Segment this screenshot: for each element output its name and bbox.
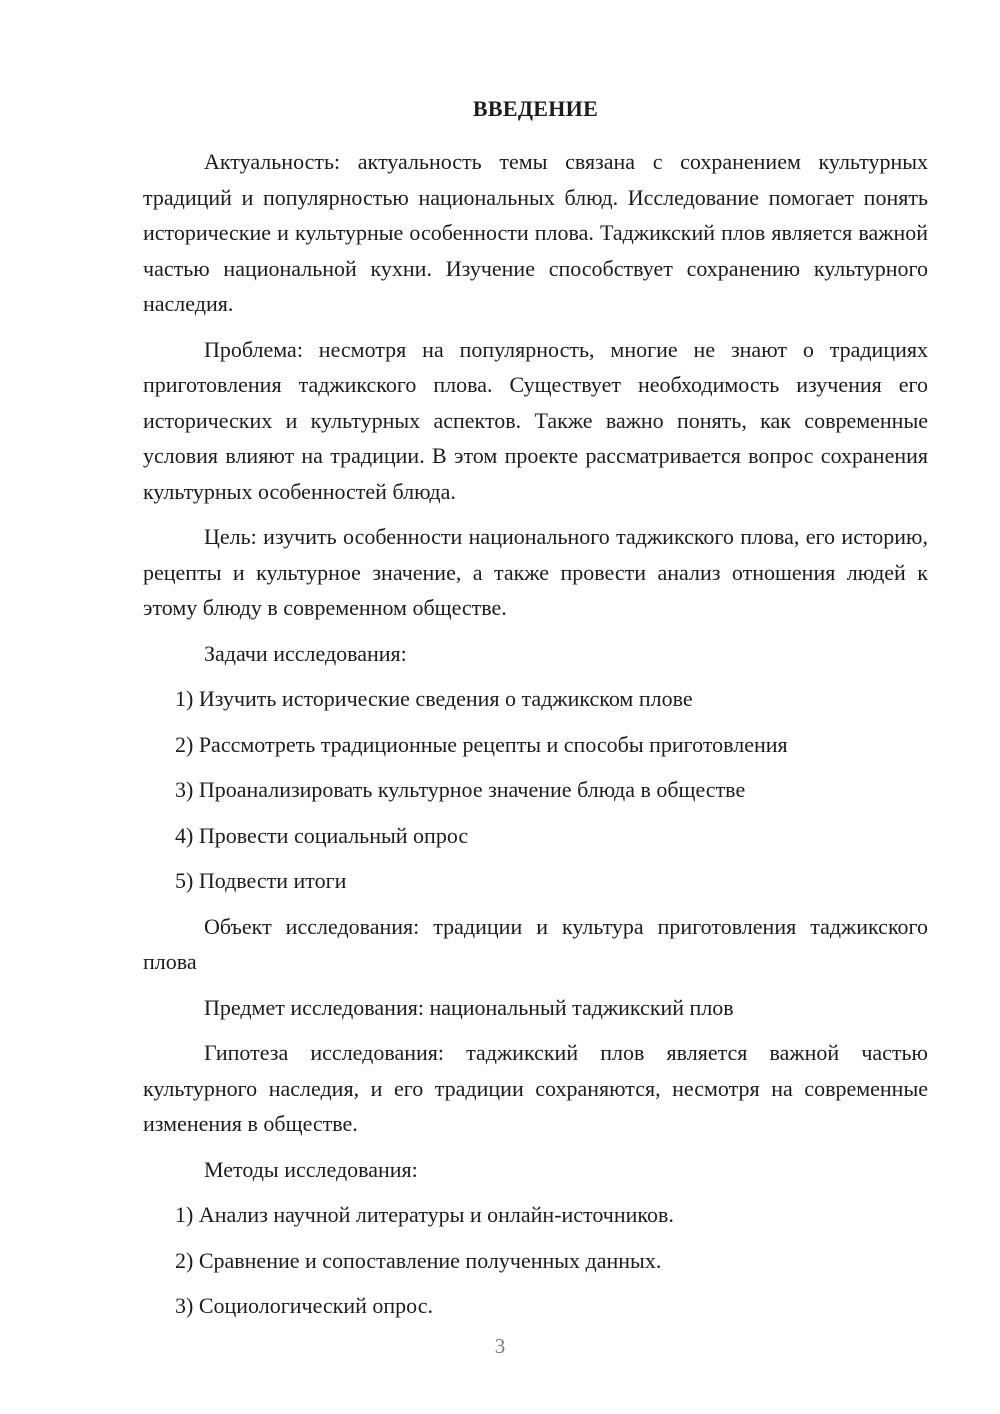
task-item: 4) Провести социальный опрос xyxy=(175,822,469,848)
task-item: 5) Подвести итоги xyxy=(175,868,347,893)
object-paragraph: Объект исследования: традиции и культура приготовления таджикского плова xyxy=(143,913,928,974)
hypothesis-paragraph: Гипотеза исследования: таджикский плов является важной частью культурного наследия, и его традиции сохраняются, несмотря на современные изменения в обществе. xyxy=(143,1040,928,1136)
page-number: 3 xyxy=(494,1334,506,1358)
task-item: 3) Проанализировать культурное значение блюда в обществе xyxy=(175,777,746,802)
method-item: 2) Сравнение и сопоставление полученных данных. xyxy=(175,1247,662,1273)
section-title: ВВЕДЕНИЕ xyxy=(472,96,599,121)
document-page xyxy=(143,94,928,1334)
method-item: 1) Анализ научной литературы и онлайн-источников. xyxy=(175,1202,674,1227)
tasks-heading: Задачи исследования: xyxy=(204,640,407,666)
goal-paragraph: Цель: изучить особенности национального таджикского плова, его историю, рецепты и культурное значение, а также провести анализ отношения людей к этому блюду в современном обществе. xyxy=(143,524,928,620)
relevance-paragraph: Актуальность: актуальность темы связана с сохранением культурных традиций и популярностью национальных блюд. Исследование помогает понять исторические и культурные особенности плова. Таджикский плов является важной частью национальной кухни. Изучение способствует сохранению культурного наследия. xyxy=(143,149,928,316)
task-item: 2) Рассмотреть традиционные рецепты и способы приготовления xyxy=(175,731,788,757)
problem-paragraph: Проблема: несмотря на популярность, многие не знают о традициях приготовления таджикского плова. Существует необходимость изучения его исторических и культурных аспектов. Также важно понять, как современные условия влияют на традиции. В этом проекте рассматривается вопрос сохранения культурных особенностей блюда. xyxy=(143,336,928,504)
method-item: 3) Социологический опрос. xyxy=(175,1293,433,1318)
subject-paragraph: Предмет исследования: национальный таджикский плов xyxy=(204,994,734,1020)
methods-heading: Методы исследования: xyxy=(204,1156,418,1182)
task-item: 1) Изучить исторические сведения о таджикском плове xyxy=(175,686,693,711)
